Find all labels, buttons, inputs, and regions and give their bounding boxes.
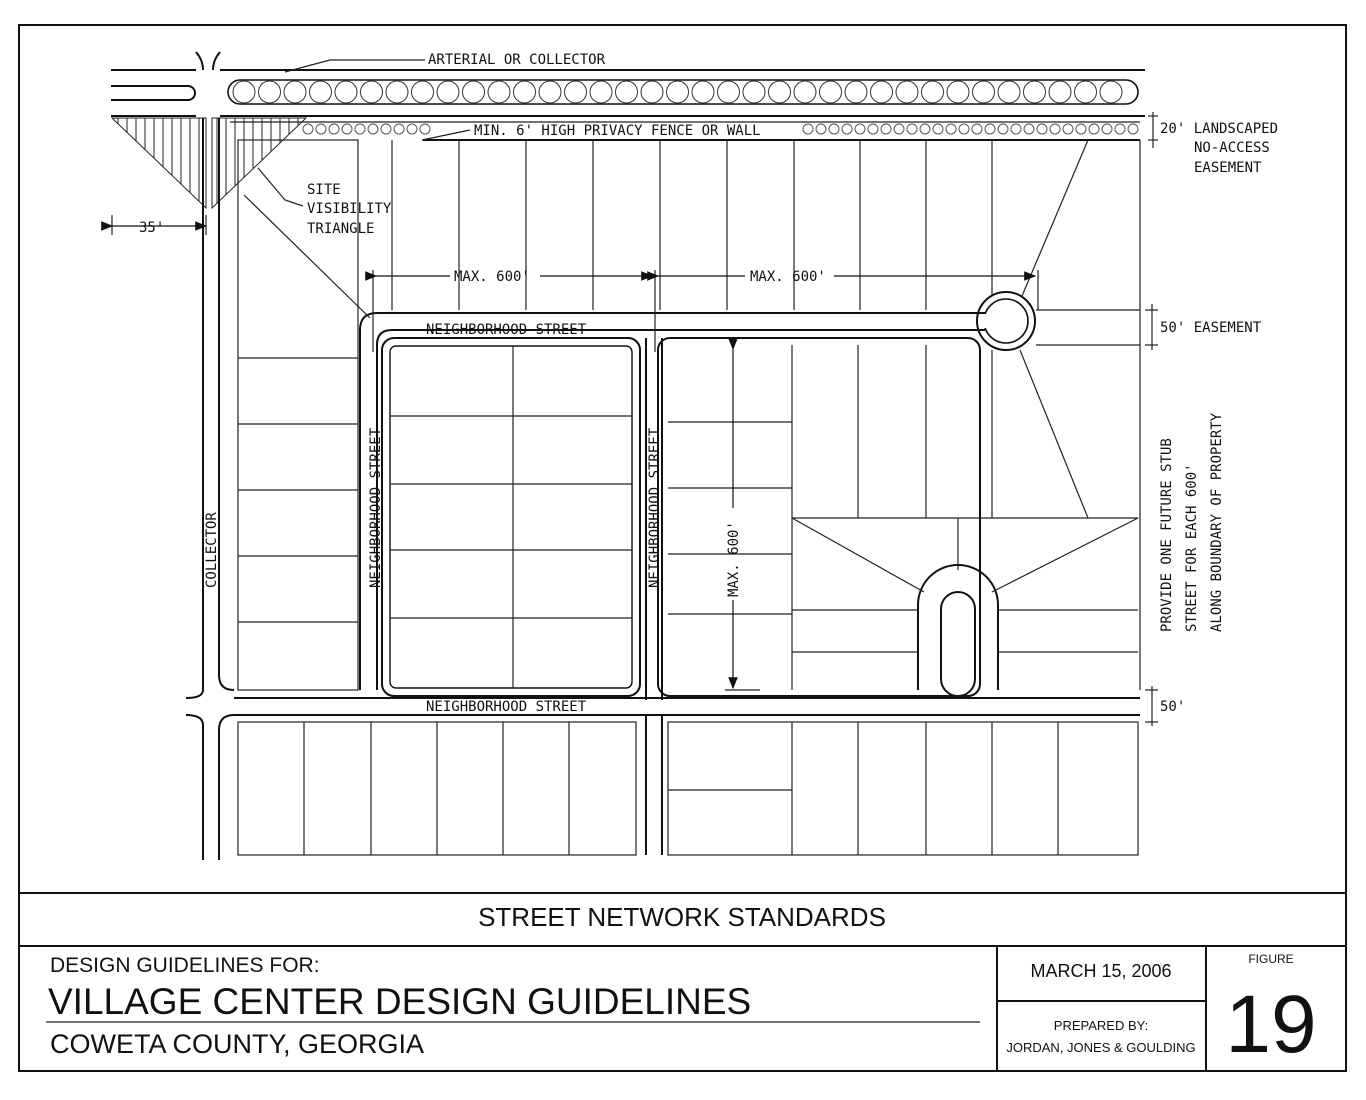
shrub-icon (316, 124, 326, 134)
label-collector: COLLECTOR (204, 512, 220, 588)
shrub-icon (743, 81, 765, 103)
shrub-icon (1049, 81, 1071, 103)
shrub-icon (920, 124, 930, 134)
shrub-icon (233, 81, 255, 103)
drawing-date: MARCH 15, 2006 (1030, 961, 1172, 981)
shrub-icon (616, 81, 638, 103)
shrub-icon (1128, 124, 1138, 134)
shrub-icon (539, 81, 561, 103)
label-arterial: ARTERIAL OR COLLECTOR (428, 52, 606, 68)
block-east (658, 338, 980, 696)
dimension-50: 50' (1160, 699, 1186, 715)
shrub-icon (1024, 81, 1046, 103)
street-plan (111, 52, 1158, 860)
shrub-icon (842, 124, 852, 134)
shrub-icon (794, 81, 816, 103)
shrub-icon (1075, 81, 1097, 103)
label-neighborhood-street-left: NEIGHBORHOOD STREET (368, 427, 384, 588)
shrub-icon (855, 124, 865, 134)
block-center (382, 338, 640, 696)
shrub-icon (303, 124, 313, 134)
shrub-icon (1024, 124, 1034, 134)
shrub-icon (420, 124, 430, 134)
stub-note-2: STREET FOR EACH 600' (1184, 463, 1200, 632)
shrub-icon (284, 81, 306, 103)
sight-triangle-left (112, 118, 206, 208)
label-site: SITE (307, 182, 341, 198)
label-visibility: VISIBILITY (307, 201, 392, 217)
label-landscaped-2: NO-ACCESS (1194, 140, 1270, 156)
shrub-icon (1063, 124, 1073, 134)
shrub-icon (946, 124, 956, 134)
shrub-icon (412, 81, 434, 103)
label-neighborhood-street-top: NEIGHBORHOOD STREET (426, 322, 587, 338)
label-50-easement: 50' EASEMENT (1160, 320, 1262, 336)
figure-number: 19 (1225, 979, 1317, 1070)
shrub-icon (1089, 124, 1099, 134)
shrub-icon (381, 124, 391, 134)
shrub-icon (829, 124, 839, 134)
prepared-by-label: PREPARED BY: (1053, 1018, 1149, 1033)
shrub-icon (463, 81, 485, 103)
shrub-icon (868, 124, 878, 134)
shrub-icon (881, 124, 891, 134)
shrub-icon (488, 81, 510, 103)
prepared-by: JORDAN, JONES & GOULDING (1006, 1040, 1196, 1055)
shrub-icon (641, 81, 663, 103)
shrub-icon (896, 81, 918, 103)
stub-note-3: ALONG BOUNDARY OF PROPERTY (1209, 412, 1225, 632)
shrub-icon (803, 124, 813, 134)
shrub-icon (692, 81, 714, 103)
shrub-icon (820, 81, 842, 103)
design-guidelines-for: DESIGN GUIDELINES FOR: (50, 954, 320, 977)
shrub-icon (667, 81, 689, 103)
shrub-icon (259, 81, 281, 103)
shrub-icon (386, 81, 408, 103)
label-landscaped-3: EASEMENT (1194, 160, 1262, 176)
shrub-icon (816, 124, 826, 134)
shrub-icon (361, 81, 383, 103)
shrub-icon (1100, 81, 1122, 103)
shrub-icon (998, 81, 1020, 103)
label-landscaped-1: 20' LANDSCAPED (1160, 121, 1279, 137)
shrub-icon (437, 81, 459, 103)
dimension-max-600-vertical: MAX. 600' (726, 521, 742, 597)
shrub-icon (310, 81, 332, 103)
sight-triangle-right (212, 118, 306, 208)
shrub-icon (907, 124, 917, 134)
shrub-icon (1076, 124, 1086, 134)
drawing-title: STREET NETWORK STANDARDS (478, 902, 886, 932)
shrub-icon (922, 81, 944, 103)
shrub-icon (590, 81, 612, 103)
dimension-max-600-b: MAX. 600' (750, 269, 826, 285)
shrub-icon (718, 81, 740, 103)
median-shrubs (233, 81, 1122, 103)
dimension-35: 35' (139, 220, 165, 236)
figure-label: FIGURE (1248, 952, 1294, 966)
shrub-icon (1102, 124, 1112, 134)
project-title: VILLAGE CENTER DESIGN GUIDELINES (48, 981, 752, 1022)
shrub-icon (335, 81, 357, 103)
shrub-icon (973, 81, 995, 103)
shrub-icon (1050, 124, 1060, 134)
shrub-icon (769, 81, 791, 103)
label-triangle: TRIANGLE (307, 221, 375, 237)
label-privacy-fence: MIN. 6' HIGH PRIVACY FENCE OR WALL (474, 123, 761, 139)
shrub-icon (355, 124, 365, 134)
shrub-icon (1011, 124, 1021, 134)
shrub-icon (329, 124, 339, 134)
shrub-icon (933, 124, 943, 134)
shrub-icon (394, 124, 404, 134)
shrub-icon (894, 124, 904, 134)
shrub-icon (342, 124, 352, 134)
label-neighborhood-street-mid: NEIGHBORHOOD STREET (647, 427, 663, 588)
shrub-icon (407, 124, 417, 134)
county-name: COWETA COUNTY, GEORGIA (50, 1029, 425, 1059)
shrub-icon (1037, 124, 1047, 134)
shrub-icon (959, 124, 969, 134)
shrub-icon (1115, 124, 1125, 134)
dimension-max-600-a: MAX. 600' (454, 269, 530, 285)
cul-de-sac-island (941, 592, 975, 696)
shrub-icon (845, 81, 867, 103)
shrub-icon (972, 124, 982, 134)
label-neighborhood-street-bottom: NEIGHBORHOOD STREET (426, 699, 587, 715)
shrub-icon (514, 81, 536, 103)
shrub-icon (985, 124, 995, 134)
stub-note-1: PROVIDE ONE FUTURE STUB (1159, 438, 1175, 632)
shrub-icon (368, 124, 378, 134)
shrub-icon (998, 124, 1008, 134)
shrub-icon (871, 81, 893, 103)
shrub-icon (947, 81, 969, 103)
shrub-icon (565, 81, 587, 103)
